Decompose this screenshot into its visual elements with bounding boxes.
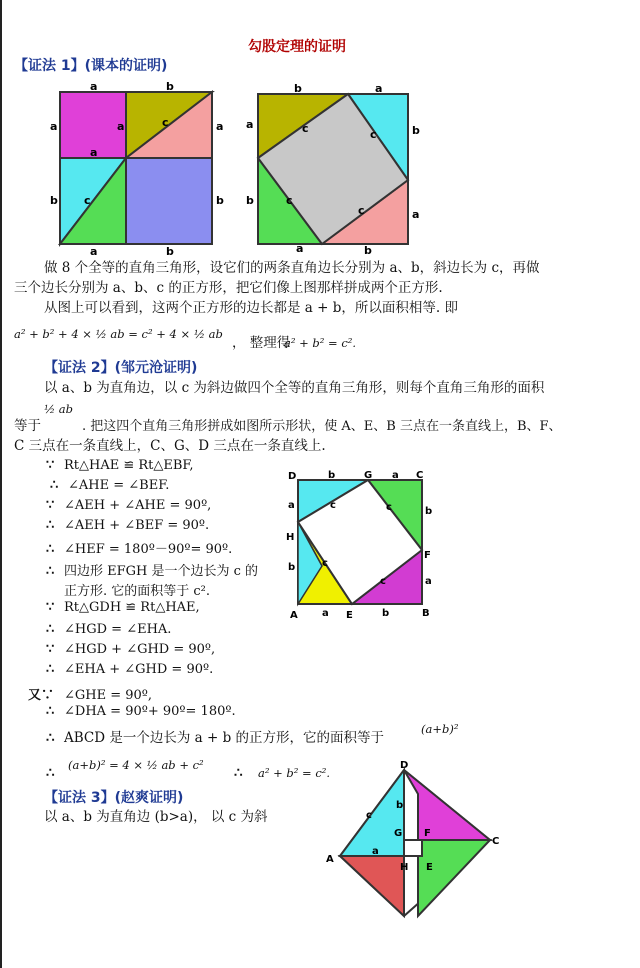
- proof2-area-expr: (a+b)²: [421, 722, 459, 736]
- svg-text:b: b: [216, 194, 224, 207]
- svg-text:C: C: [416, 470, 424, 481]
- svg-text:b: b: [382, 608, 390, 619]
- svg-text:b: b: [396, 800, 404, 811]
- page-border: [0, 0, 2, 968]
- proof1-figure-left: [44, 78, 224, 258]
- svg-text:a: a: [375, 82, 383, 95]
- svg-text:G: G: [394, 828, 403, 839]
- proof2-final-therefore-2: ∴: [234, 765, 243, 781]
- svg-text:C: C: [492, 836, 500, 847]
- svg-text:D: D: [288, 471, 297, 482]
- step-row: ∴ ∠DHA = 90º+ 90º= 180º.: [46, 704, 236, 719]
- svg-text:F: F: [424, 828, 431, 839]
- svg-text:b: b: [328, 470, 336, 481]
- proof2-paragraph-2: . 把这四个直角三角形拼成如图所示形状，使 A、E、B 三点在一条直线上，B、F、: [82, 419, 562, 434]
- svg-text:b: b: [412, 124, 420, 137]
- svg-text:b: b: [364, 244, 372, 257]
- svg-text:a: a: [246, 118, 254, 131]
- svg-text:B: B: [422, 608, 430, 619]
- svg-text:a: a: [372, 846, 379, 857]
- proof2-paragraph-3: C 三点在一条直线上，C、G、D 三点在一条直线上.: [14, 438, 326, 454]
- svg-text:c: c: [386, 502, 392, 513]
- step-row: ∴ ∠EHA + ∠GHD = 90º.: [46, 662, 214, 677]
- svg-text:b: b: [50, 194, 58, 207]
- proof3-figure: [320, 756, 510, 922]
- svg-text:b: b: [166, 80, 174, 93]
- proof2-paragraph-1: 以 a、b 为直角边，以 c 为斜边做四个全等的直角三角形，则每个直角三角形的面积: [44, 380, 545, 396]
- svg-text:H: H: [286, 532, 295, 543]
- proof2-area-line: ∴ ABCD 是一个边长为 a + b 的正方形，它的面积等于: [46, 730, 385, 746]
- svg-text:A: A: [290, 610, 298, 621]
- step-row: 正方形. 它的面积等于 c².: [64, 584, 211, 599]
- svg-text:G: G: [364, 470, 373, 481]
- svg-text:c: c: [322, 558, 328, 569]
- step-row: ∴ 四边形 EFGH 是一个边长为 c 的: [46, 564, 259, 579]
- svg-text:E: E: [426, 862, 433, 873]
- svg-text:a: a: [216, 120, 224, 133]
- step-row: ∴ ∠HEF = 180º－90º= 90º.: [46, 542, 233, 557]
- svg-text:b: b: [425, 506, 433, 517]
- page-title: 勾股定理的证明: [248, 39, 346, 55]
- svg-text:a: a: [117, 120, 125, 133]
- svg-text:b: b: [246, 194, 254, 207]
- proof1-result: a² + b² = c².: [284, 336, 357, 350]
- svg-text:a: a: [322, 608, 329, 619]
- step-row: ∴ ∠AEH + ∠BEF = 90º.: [46, 518, 210, 533]
- proof1-equation: a² + b² + 4 × ½ ab = c² + 4 × ½ ab: [14, 327, 223, 341]
- svg-text:a: a: [392, 470, 399, 481]
- proof1-paragraph-2: 三个边长分别为 a、b、c 的正方形，把它们像上图那样拼成两个正方形.: [14, 280, 443, 296]
- svg-text:b: b: [294, 82, 302, 95]
- svg-text:c: c: [380, 576, 386, 587]
- step-row: ∵ Rt△HAE ≌ Rt△EBF,: [46, 458, 194, 473]
- svg-text:a: a: [288, 500, 295, 511]
- proof3-heading: 【证法 3】(赵爽证明): [44, 790, 184, 806]
- svg-text:F: F: [424, 550, 431, 561]
- svg-text:c: c: [162, 116, 169, 129]
- step-row: ∵ ∠AEH + ∠AHE = 90º,: [46, 498, 212, 513]
- proof1-heading: 【证法 1】(课本的证明): [14, 58, 168, 74]
- svg-text:a: a: [90, 146, 98, 159]
- svg-text:D: D: [400, 760, 409, 771]
- proof2-heading: 【证法 2】(邹元沧证明): [44, 360, 198, 376]
- proof2-final-rhs: a² + b² = c².: [258, 766, 331, 780]
- svg-text:c: c: [370, 128, 377, 141]
- svg-text:a: a: [425, 576, 432, 587]
- step-row: ∴ ∠AHE = ∠BEF.: [50, 478, 170, 493]
- svg-text:a: a: [90, 80, 98, 93]
- svg-text:a: a: [412, 208, 420, 221]
- proof1-paragraph-1: 做 8 个全等的直角三角形，设它们的两条直角边长分别为 a、b，斜边长为 c，再做: [44, 260, 540, 276]
- proof2-final-lhs: (a+b)² = 4 × ½ ab + c²: [68, 758, 204, 772]
- svg-text:c: c: [330, 500, 336, 511]
- svg-text:a: a: [90, 245, 98, 258]
- proof2-paragraph-2-prefix: 等于: [14, 418, 41, 434]
- svg-text:a: a: [296, 242, 304, 255]
- proof1-paragraph-3: 从图上可以看到，这两个正方形的边长都是 a + b，所以面积相等. 即: [44, 300, 458, 316]
- proof2-final-therefore-1: ∴: [46, 765, 55, 781]
- svg-text:H: H: [400, 862, 409, 873]
- step-row: ∵ Rt△GDH ≌ Rt△HAE,: [46, 600, 200, 615]
- svg-text:c: c: [286, 194, 293, 207]
- proof3-paragraph-1: 以 a、b 为直角边 (b>a)， 以 c 为斜: [44, 809, 268, 825]
- svg-text:c: c: [358, 204, 365, 217]
- svg-text:c: c: [302, 122, 309, 135]
- proof2-half-ab: ½ ab: [44, 402, 74, 416]
- svg-text:b: b: [288, 562, 296, 573]
- proof1-equation-tail: ， 整理得: [232, 335, 291, 351]
- svg-text:c: c: [84, 194, 91, 207]
- svg-text:a: a: [50, 120, 58, 133]
- svg-text:c: c: [366, 810, 372, 821]
- svg-text:b: b: [166, 245, 174, 258]
- step-row: ∴ ∠HGD = ∠EHA.: [46, 622, 172, 637]
- proof2-steps: [28, 458, 290, 738]
- step-row: 又∵ ∠GHE = 90º,: [28, 688, 153, 703]
- svg-text:E: E: [346, 610, 353, 621]
- step-row: ∵ ∠HGD + ∠GHD = 90º,: [46, 642, 216, 657]
- proof1-figure-right: [242, 80, 422, 258]
- svg-text:A: A: [326, 854, 334, 865]
- proof2-figure: [282, 466, 442, 626]
